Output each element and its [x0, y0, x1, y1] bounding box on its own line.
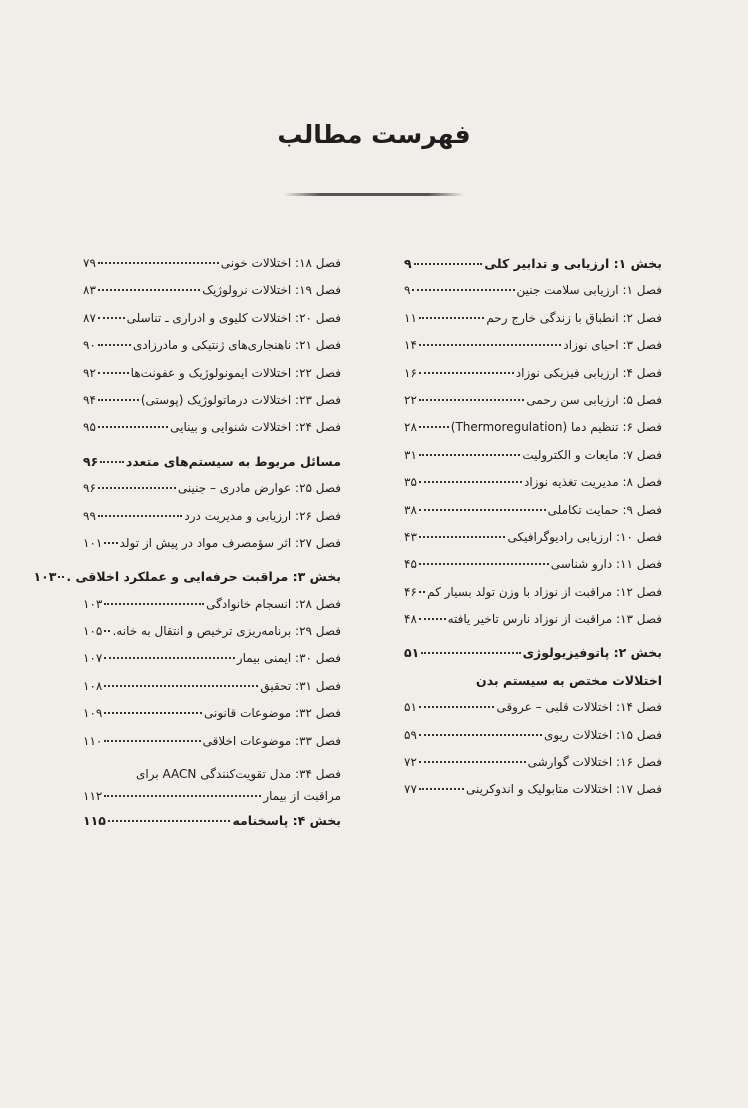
toc-page-number: ۹۲ — [83, 365, 96, 380]
toc-page-number: ۷۲ — [404, 755, 417, 770]
toc-page-number: ۲۲ — [404, 392, 417, 407]
dot-leader — [98, 399, 139, 401]
toc-entry[interactable] — [83, 597, 341, 624]
toc-entry[interactable] — [83, 420, 341, 447]
toc-entry[interactable] — [404, 782, 662, 809]
toc-page-number: ۱۰۸ — [83, 678, 103, 693]
dot-leader — [419, 372, 514, 374]
dot-leader — [419, 454, 520, 456]
dot-leader — [104, 740, 200, 742]
toc-entry[interactable] — [404, 366, 662, 393]
dot-leader — [104, 657, 234, 659]
toc-section-heading[interactable] — [404, 645, 662, 672]
dot-leader — [419, 317, 484, 319]
toc-page-number: ۴۵ — [404, 557, 417, 572]
toc-page-number: ۱۱۰ — [83, 733, 103, 748]
toc-page-number: ۱۱ — [404, 310, 417, 325]
toc-entry-title: فصل ۲۹: برنامه‌ریزی ترخیص و انتقال به خانه. — [112, 624, 341, 639]
toc-entry-title: فصل ۱: ارزیابی سلامت جنین — [516, 283, 662, 298]
toc-entry-title: فصل ۲۰: اختلالات کلیوی و ادراری ـ تناسلی — [126, 310, 341, 325]
toc-page-number: ۱۴ — [404, 338, 417, 353]
toc-entry-title: بخش ۲: پاتوفیزیولوژی — [522, 645, 662, 661]
toc-entry-title: اختلالات مختص به سیستم بدن — [476, 672, 662, 688]
toc-section-heading[interactable] — [83, 813, 341, 840]
toc-page-number: ۹۵ — [83, 420, 96, 435]
toc-page-number: ۱۱۵ — [83, 813, 106, 829]
dot-leader — [419, 536, 506, 538]
toc-page-number: ۱۶ — [404, 365, 417, 380]
toc-page-number: ۷۹ — [83, 256, 96, 270]
toc-entry-title: فصل ۶: تنظیم دما (Thermoregulation) — [450, 420, 662, 435]
title-divider — [284, 193, 464, 196]
toc-entry[interactable] — [83, 393, 341, 420]
dot-leader — [419, 618, 446, 620]
toc-entry[interactable] — [83, 536, 341, 563]
toc-page-number: ۹ — [404, 256, 412, 271]
toc-entry-title: فصل ۲۲: اختلالات ایمونولوژیک و عفونت‌ها — [130, 365, 341, 380]
dot-leader — [419, 344, 562, 346]
toc-entry-title: فصل ۱۰: ارزیابی رادیوگرافیکی — [507, 529, 662, 544]
toc-entry-title: فصل ۱۱: دارو شناسی — [550, 557, 662, 572]
toc-page-number: ۵۱ — [404, 700, 417, 715]
toc-page-number: ۴۸ — [404, 612, 417, 627]
toc-page-number: ۸۷ — [83, 310, 96, 325]
toc-entry-title: بخش ۱: ارزیابی و تدابیر کلی — [484, 256, 662, 271]
dot-leader — [104, 630, 110, 632]
toc-page-number: ۱۰۵ — [83, 624, 103, 639]
toc-page-number: ۹۶ — [83, 453, 99, 469]
dot-leader — [419, 706, 495, 708]
toc-entry-title: فصل ۱۷: اختلالات متابولیک و اندوکرینی — [465, 782, 662, 797]
toc-entry-title: فصل ۲۸: انسجام خانوادگی — [206, 596, 341, 611]
toc-entry-title: فصل ۳: احیای نوزاد — [563, 338, 662, 353]
toc-entry[interactable] — [404, 503, 662, 530]
dot-leader — [108, 820, 231, 822]
toc-entry[interactable] — [404, 311, 662, 338]
toc-entry-title-continued: مراقبت از بیمار — [263, 789, 341, 804]
toc-page-number: ۱۱۲ — [83, 789, 103, 804]
dot-leader — [100, 461, 124, 463]
toc-entry-title: فصل ۱۳: مراقبت از نوزاد نارس تاخیر یافته — [447, 612, 662, 627]
toc-entry-title: فصل ۷: مایعات و الکترولیت — [522, 447, 662, 462]
bleed-through-texture — [380, 860, 680, 1000]
toc-page-number: ۹۴ — [83, 392, 96, 407]
dot-leader — [98, 426, 168, 428]
toc-entry-title: مسائل مربوط به سیستم‌های متعدد — [125, 453, 341, 469]
toc-entry[interactable] — [83, 509, 341, 536]
toc-entry-title: فصل ۲۵: عوارض مادری – جنینی — [177, 481, 341, 496]
toc-entry[interactable] — [83, 283, 341, 310]
toc-entry-title: فصل ۳۱: تحقیق — [260, 678, 341, 693]
toc-page-number: ۳۱ — [404, 447, 417, 462]
toc-right-column — [404, 256, 662, 810]
dot-leader — [104, 795, 261, 797]
toc-entry-title: فصل ۳۴: مدل تقویت‌کنندگی AACN برای — [136, 767, 341, 782]
toc-entry-title: بخش ۳: مراقبت حرفه‌ایی و عملکرد اخلاقی . — [66, 569, 341, 585]
page-title: فهرست مطالب — [277, 120, 471, 149]
toc-page-number: ۷۷ — [404, 782, 417, 797]
toc-page-number: ۹۶ — [83, 481, 96, 496]
toc-entry-title: فصل ۲۷: اثر سؤمصرف مواد در پیش از تولد — [119, 535, 341, 550]
dot-leader — [98, 289, 200, 291]
toc-page-number: ۳۵ — [404, 475, 417, 490]
dot-leader — [98, 487, 176, 489]
toc-page-number: ۴۳ — [404, 529, 417, 544]
dot-leader — [58, 576, 64, 578]
toc-page-number: ۱۰۹ — [83, 706, 103, 721]
dot-leader — [98, 344, 131, 346]
toc-page-number: ۸۳ — [83, 283, 96, 298]
toc-left-column — [33, 256, 341, 840]
toc-entry-title: فصل ۲۳: اختلالات درماتولوژیک (پوستی) — [140, 392, 341, 407]
toc-page-number: ۱۰۳ — [83, 596, 103, 611]
toc-entry[interactable] — [83, 679, 341, 706]
toc-page-number: ۹ — [404, 283, 411, 298]
toc-entry[interactable] — [83, 761, 341, 807]
dot-leader — [419, 591, 425, 593]
toc-entry-title: فصل ۱۸: اختلالات خونی — [220, 256, 341, 270]
toc-entry[interactable] — [83, 366, 341, 393]
toc-entry[interactable] — [83, 706, 341, 733]
dot-leader — [98, 515, 183, 517]
toc-entry-title: فصل ۲۶: ارزیابی و مدیریت درد — [184, 508, 341, 523]
toc-entry-title: فصل ۸: مدیریت تغذیه نوزاد — [523, 475, 662, 490]
toc-entry-title: فصل ۳۰: ایمنی بیمار — [236, 651, 341, 666]
dot-leader — [419, 426, 449, 428]
toc-entry-title: فصل ۳۳: موضوعات اخلاقی — [202, 733, 341, 748]
toc-entry-title: فصل ۳۲: موضوعات قانونی — [203, 706, 341, 721]
dot-leader — [419, 481, 522, 483]
toc-entry-title: فصل ۲۱: ناهنجاری‌های ژنتیکی و مادرزادی — [132, 338, 341, 353]
dot-leader — [419, 509, 546, 511]
toc-section-heading[interactable] — [33, 569, 341, 596]
toc-entry[interactable] — [83, 624, 341, 651]
toc-section-heading[interactable] — [83, 454, 341, 481]
toc-page-number: ۹۰ — [83, 338, 96, 353]
toc-entry-title: بخش ۴: پاسخنامه — [232, 813, 341, 829]
dot-leader — [419, 563, 549, 565]
dot-leader — [104, 542, 117, 544]
toc-page-number: ۱۰۳ — [33, 569, 57, 585]
toc-entry[interactable] — [404, 755, 662, 782]
toc-page-number: ۴۶ — [404, 584, 417, 599]
dot-leader — [104, 603, 204, 605]
toc-entry-title: فصل ۲: انطباق با زندگی خارج رحم — [486, 310, 662, 325]
toc-entry-title: فصل ۱۴: اختلالات قلبی – عروقی — [496, 700, 662, 715]
toc-entry[interactable] — [83, 256, 341, 283]
toc-entry-title: فصل ۹: حمایت تکاملی — [547, 502, 662, 517]
toc-entry[interactable] — [404, 700, 662, 727]
toc-entry-title: فصل ۱۵: اختلالات ریوی — [543, 727, 662, 742]
toc-page-number: ۹۹ — [83, 508, 96, 523]
toc-entry-title: فصل ۴: ارزیابی فیزیکی نوزاد — [515, 365, 662, 380]
toc-page-number: ۱۰۱ — [83, 535, 103, 550]
toc-page-number: ۲۸ — [404, 420, 417, 435]
toc-entry[interactable] — [83, 481, 341, 508]
toc-entry[interactable] — [404, 393, 662, 420]
toc-entry-title: فصل ۲۴: اختلالات شنوایی و بینایی — [170, 420, 341, 435]
toc-entry[interactable] — [404, 585, 662, 612]
dot-leader — [419, 734, 542, 736]
toc-entry[interactable] — [404, 475, 662, 502]
dot-leader — [98, 372, 129, 374]
dot-leader — [412, 289, 514, 291]
toc-section-heading[interactable] — [404, 256, 662, 283]
toc-entry[interactable] — [83, 338, 341, 365]
dot-leader — [419, 761, 526, 763]
dot-leader — [104, 685, 258, 687]
toc-entry[interactable] — [404, 338, 662, 365]
toc-entry-title: فصل ۵: ارزیابی سن رحمی — [526, 392, 662, 407]
toc-page-number: ۵۹ — [404, 727, 417, 742]
toc-page-number: ۳۸ — [404, 502, 417, 517]
dot-leader — [98, 262, 219, 264]
toc-entry-title: فصل ۱۶: اختلالات گوارشی — [527, 755, 662, 770]
toc-entry[interactable] — [404, 557, 662, 584]
toc-entry[interactable] — [404, 448, 662, 475]
toc-entry-title: فصل ۱۲: مراقبت از نوزاد با وزن تولد بسیار کم — [427, 584, 662, 599]
toc-page-number: ۱۰۷ — [83, 651, 103, 666]
toc-entry-title: فصل ۱۹: اختلالات نرولوژیک — [202, 283, 341, 298]
toc-entry[interactable] — [404, 612, 662, 639]
dot-leader — [419, 399, 525, 401]
dot-leader — [104, 712, 202, 714]
toc-entry[interactable] — [83, 311, 341, 338]
toc-subheading[interactable] — [404, 673, 662, 700]
dot-leader — [98, 317, 125, 319]
dot-leader — [419, 788, 464, 790]
dot-leader — [421, 652, 520, 654]
toc-entry[interactable] — [404, 283, 662, 310]
dot-leader — [414, 263, 483, 265]
toc-entry[interactable] — [404, 728, 662, 755]
toc-entry[interactable] — [83, 651, 341, 678]
toc-entry[interactable] — [404, 530, 662, 557]
toc-entry[interactable] — [404, 420, 662, 447]
toc-page-number: ۵۱ — [404, 645, 420, 661]
toc-entry[interactable] — [83, 734, 341, 761]
